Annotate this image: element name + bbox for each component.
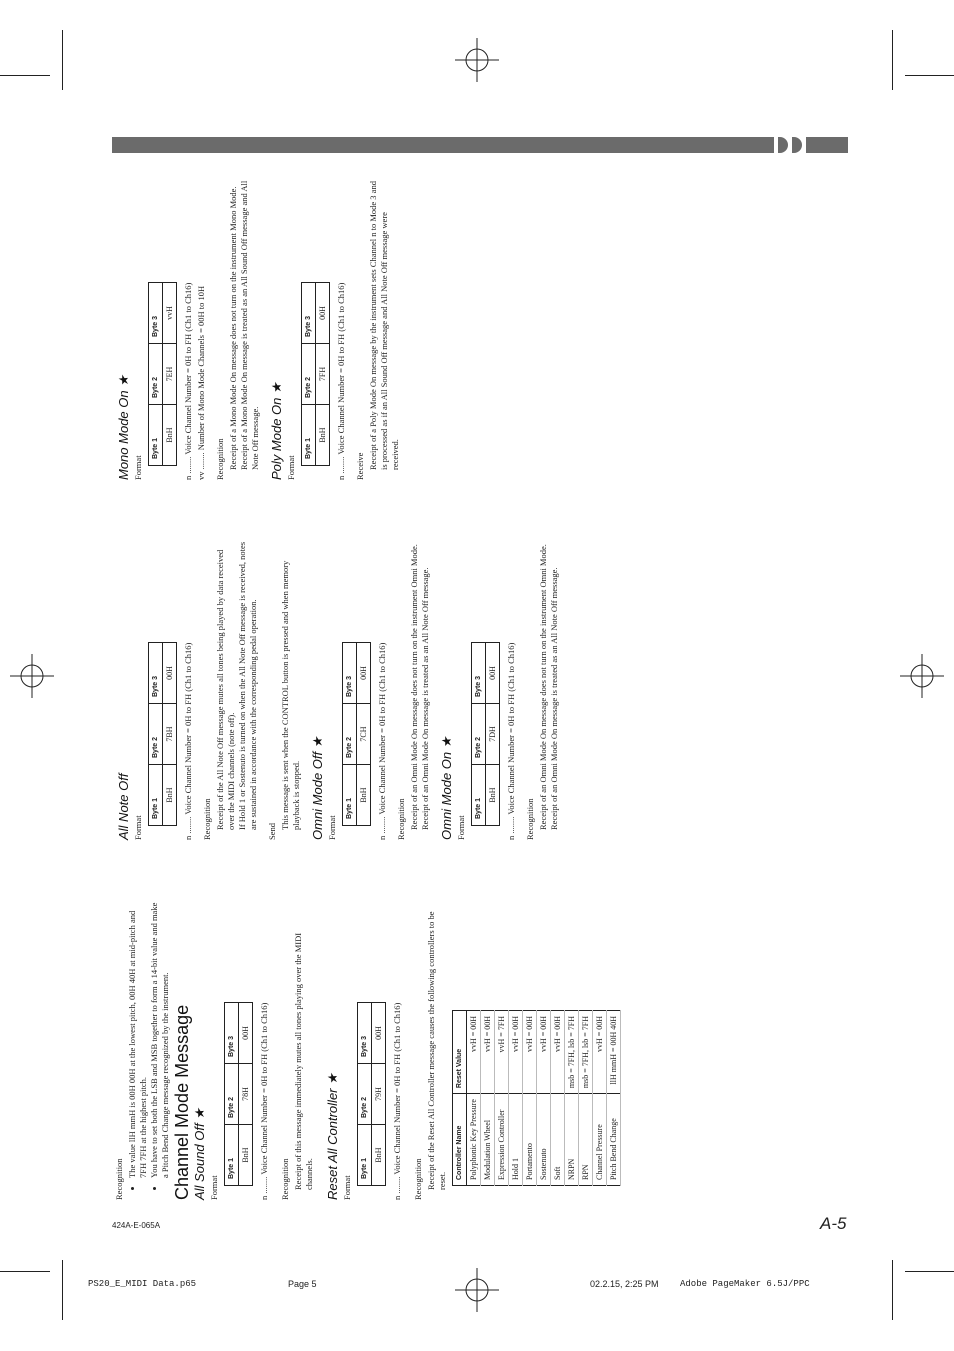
mono-mode-on-table [148,282,177,466]
controller-name: Modulation Wheel [481,1094,495,1186]
registration-mark-bottom [455,1268,499,1312]
registration-mark-left [10,654,54,698]
byte-header: Byte 1 [343,765,357,826]
channel-note: n ........ Voice Channel Number = 0H to FH (Ch1 to Ch16) [336,282,346,480]
reset-value: llH mmH = 00H 40H [607,1010,621,1093]
reset-value: vvH = 00H [481,1010,495,1093]
poly-mode-on-title: Poly Mode On ★ [269,382,284,480]
reset-value: msb = 7FH, lsb = 7FH [565,1010,579,1093]
crop-mark [892,1260,893,1320]
footer-file: PS20_E_MIDI Data.p65 [88,1279,197,1289]
byte-value: BnH [239,1125,253,1186]
byte-value: 00H [486,643,500,704]
recognition-text: Receipt of an Omni Mode On message does not turn on the instrument Omni Mode. Receipt of an Omni Mode On message is treated as an All Note Off message. [538,544,559,830]
crop-mark [892,30,893,90]
byte-value: 7CH [357,704,371,765]
table-row [509,1010,523,1185]
header-bar-tab [806,137,848,153]
all-note-off-title: All Note Off [116,773,131,840]
intro-bullet: • You have to set both the LSB and MSB together to form a 14-bit value and make a Pitch Bend Change message recognized by the instrument. [149,900,171,1178]
byte-value: BnH [163,765,177,826]
byte-value: BnH [372,1125,386,1186]
column-1 [112,900,621,1200]
format-label: Format [133,455,143,480]
byte-header: Byte 2 [302,344,316,405]
controller-name: Sostenuto [537,1094,551,1186]
byte-header: Byte 1 [302,405,316,466]
byte-header: Byte 1 [358,1125,372,1186]
controller-name: RPN [579,1094,593,1186]
reset-values-table [452,1010,621,1186]
byte-value: 00H [163,643,177,704]
intro-bullet: • The value llH mmH is 00H 00H at the lowest pitch, 00H 40H at mid-pitch and 7FH 7FH at the highest pitch. [127,900,149,1178]
table-row [495,1010,509,1185]
intro-recognition-label: Recognition [114,1158,124,1200]
byte-value: 7FH [316,344,330,405]
header-bar-tab [778,137,788,153]
byte-value: 78H [239,1064,253,1125]
table-row [565,1010,579,1185]
byte-header: Byte 3 [302,283,316,344]
crop-mark [905,75,954,76]
reset-value: msb = 7FH, lsb = 7FH [579,1010,593,1093]
reset-value: vvH = 00H [523,1010,537,1093]
controller-name: Portamento [523,1094,537,1186]
omni-mode-off-title: Omni Mode Off ★ [310,736,325,840]
send-label: Send [267,823,277,840]
reset-value: vvH = 7FH [495,1010,509,1093]
vv-note: vv ........ Number of Mono Mode Channels = 00H to 10H [196,285,206,480]
column-3 [112,180,401,480]
channel-note: n ........ Voice Channel Number = 0H to FH (Ch1 to Ch16) [392,1002,402,1200]
format-label: Format [286,455,296,480]
controller-name: NRPN [565,1094,579,1186]
recognition-label: Recognition [215,438,225,480]
table-row [467,1010,481,1185]
byte-value: 00H [372,1003,386,1064]
header-bar [112,137,774,153]
receive-text: Receipt of a Poly Mode On message by the instrument sets Channel n to Mode 3 and is processed as if an All Sound Off message and All Note Off message were received. [368,181,400,470]
table-row [551,1010,565,1185]
reset-all-controller-table [357,1002,386,1186]
byte-value: 7EH [163,344,177,405]
recognition-text: Receipt of the Reset All Controller message causes the following controllers to be reset. [426,911,447,1190]
byte-header: Byte 3 [343,643,357,704]
controller-name: Polyphonic Key Pressure [467,1094,481,1186]
byte-header: Byte 2 [225,1064,239,1125]
byte-value: 7BH [163,704,177,765]
reset-value: vvH = 00H [537,1010,551,1093]
byte-value: 00H [239,1003,253,1064]
table-row [481,1010,495,1185]
table-row [593,1010,607,1185]
recognition-label: Recognition [280,1158,290,1200]
byte-value: BnH [357,765,371,826]
byte-value: BnH [486,765,500,826]
send-text: This message is sent when the CONTROL button is pressed and when memory playback is stopped. [280,560,301,830]
byte-header: Byte 3 [225,1003,239,1064]
byte-header: Byte 2 [343,704,357,765]
recognition-text: Receipt of this message immediately mutes all tones playing over the MIDI channels. [293,932,314,1190]
poly-mode-on-table [301,282,330,466]
table-row [579,1010,593,1185]
reset-value: vvH = 00H [593,1010,607,1093]
byte-value: BnH [316,405,330,466]
footer-page: Page 5 [288,1279,317,1289]
byte-value: BnH [163,405,177,466]
recognition-text: Receipt of a Mono Mode On message does not turn on the instrument Mono Mode. Receipt of a Mono Mode On message is treated as an All Sound Off message and All Note Off message. [228,180,260,470]
format-label: Format [209,1175,219,1200]
omni-mode-on-title: Omni Mode On ★ [439,736,454,840]
omni-mode-on-table [471,642,500,826]
page-number: A-5 [820,1214,847,1233]
byte-header: Byte 3 [472,643,486,704]
crop-mark [0,1271,50,1272]
byte-value: 00H [357,643,371,704]
mono-mode-on-title: Mono Mode On ★ [116,375,131,480]
table-header: Reset Value [453,1010,467,1093]
format-label: Format [133,815,143,840]
format-label: Format [456,815,466,840]
all-sound-off-table [224,1002,253,1186]
channel-note: n ........ Voice Channel Number = 0H to FH (Ch1 to Ch16) [259,1002,269,1200]
byte-header: Byte 1 [472,765,486,826]
controller-name: Soft [551,1094,565,1186]
byte-header: Byte 3 [149,643,163,704]
format-label: Format [342,1175,352,1200]
registration-mark-right [900,654,944,698]
column-2 [112,540,560,840]
reset-all-controller-title: Reset All Controller ★ [325,1073,340,1200]
recognition-label: Recognition [396,798,406,840]
document-code: 424A-E-065A [112,1221,161,1230]
crop-mark [0,75,50,76]
recognition-label: Recognition [202,798,212,840]
byte-value: 79H [372,1064,386,1125]
recognition-text: Receipt of the All Note Off message mutes all tones being played by data received over the MIDI channels (note off). [215,549,236,830]
intro-bullets [127,900,171,1186]
all-note-off-table [148,642,177,826]
all-sound-off-title: All Sound Off ★ [192,1108,207,1200]
omni-mode-off-table [342,642,371,826]
table-row [537,1010,551,1185]
byte-header: Byte 2 [472,704,486,765]
footer-date: 02.2.15, 2:25 PM [590,1279,659,1289]
channel-note: n ........ Voice Channel Number = 0H to FH (Ch1 to Ch16) [377,642,387,840]
footer-app: Adobe PageMaker 6.5J/PPC [680,1279,810,1289]
controller-name: Expression Controller [495,1094,509,1186]
recognition-label: Recognition [525,798,535,840]
reset-value: vvH = 00H [467,1010,481,1093]
byte-header: Byte 2 [358,1064,372,1125]
crop-mark [62,1260,63,1320]
crop-mark [62,30,63,90]
recognition-text: If Hold 1 or Sostenuto is turned on when the All Note Off message is received, notes are sustained in accordance with the corresponding pedal operation. [237,541,258,830]
rotated-page-content [112,160,852,1200]
byte-value: 7DH [486,704,500,765]
registration-mark-top [455,38,499,82]
controller-name: Pitch Bend Change [607,1094,621,1186]
byte-header: Byte 3 [149,283,163,344]
format-label: Format [327,815,337,840]
recognition-text: Receipt of an Omni Mode On message does not turn on the instrument Omni Mode. Receipt of an Omni Mode On message is treated as an All Note Off message. [409,544,430,830]
byte-header: Byte 1 [225,1125,239,1186]
section-title: Channel Mode Message [172,1004,192,1200]
table-row [523,1010,537,1185]
table-header: Controller Name [453,1094,467,1186]
channel-note: n ........ Voice Channel Number = 0H to FH (Ch1 to Ch16) [183,282,193,480]
receive-label: Receive [355,452,365,480]
byte-header: Byte 1 [149,405,163,466]
controller-name: Hold 1 [509,1094,523,1186]
byte-header: Byte 3 [358,1003,372,1064]
reset-value: vvH = 00H [509,1010,523,1093]
table-row [607,1010,621,1185]
byte-value: 00H [316,283,330,344]
header-bar-tab [792,137,802,153]
byte-header: Byte 2 [149,344,163,405]
crop-mark [905,1271,954,1272]
controller-name: Channel Pressure [593,1094,607,1186]
channel-note: n ........ Voice Channel Number = 0H to FH (Ch1 to Ch16) [506,642,516,840]
byte-header: Byte 2 [149,704,163,765]
channel-note: n ........ Voice Channel Number = 0H to FH (Ch1 to Ch16) [183,642,193,840]
reset-value: vvH = 00H [551,1010,565,1093]
byte-value: vvH [163,283,177,344]
byte-header: Byte 1 [149,765,163,826]
recognition-label: Recognition [413,1158,423,1200]
